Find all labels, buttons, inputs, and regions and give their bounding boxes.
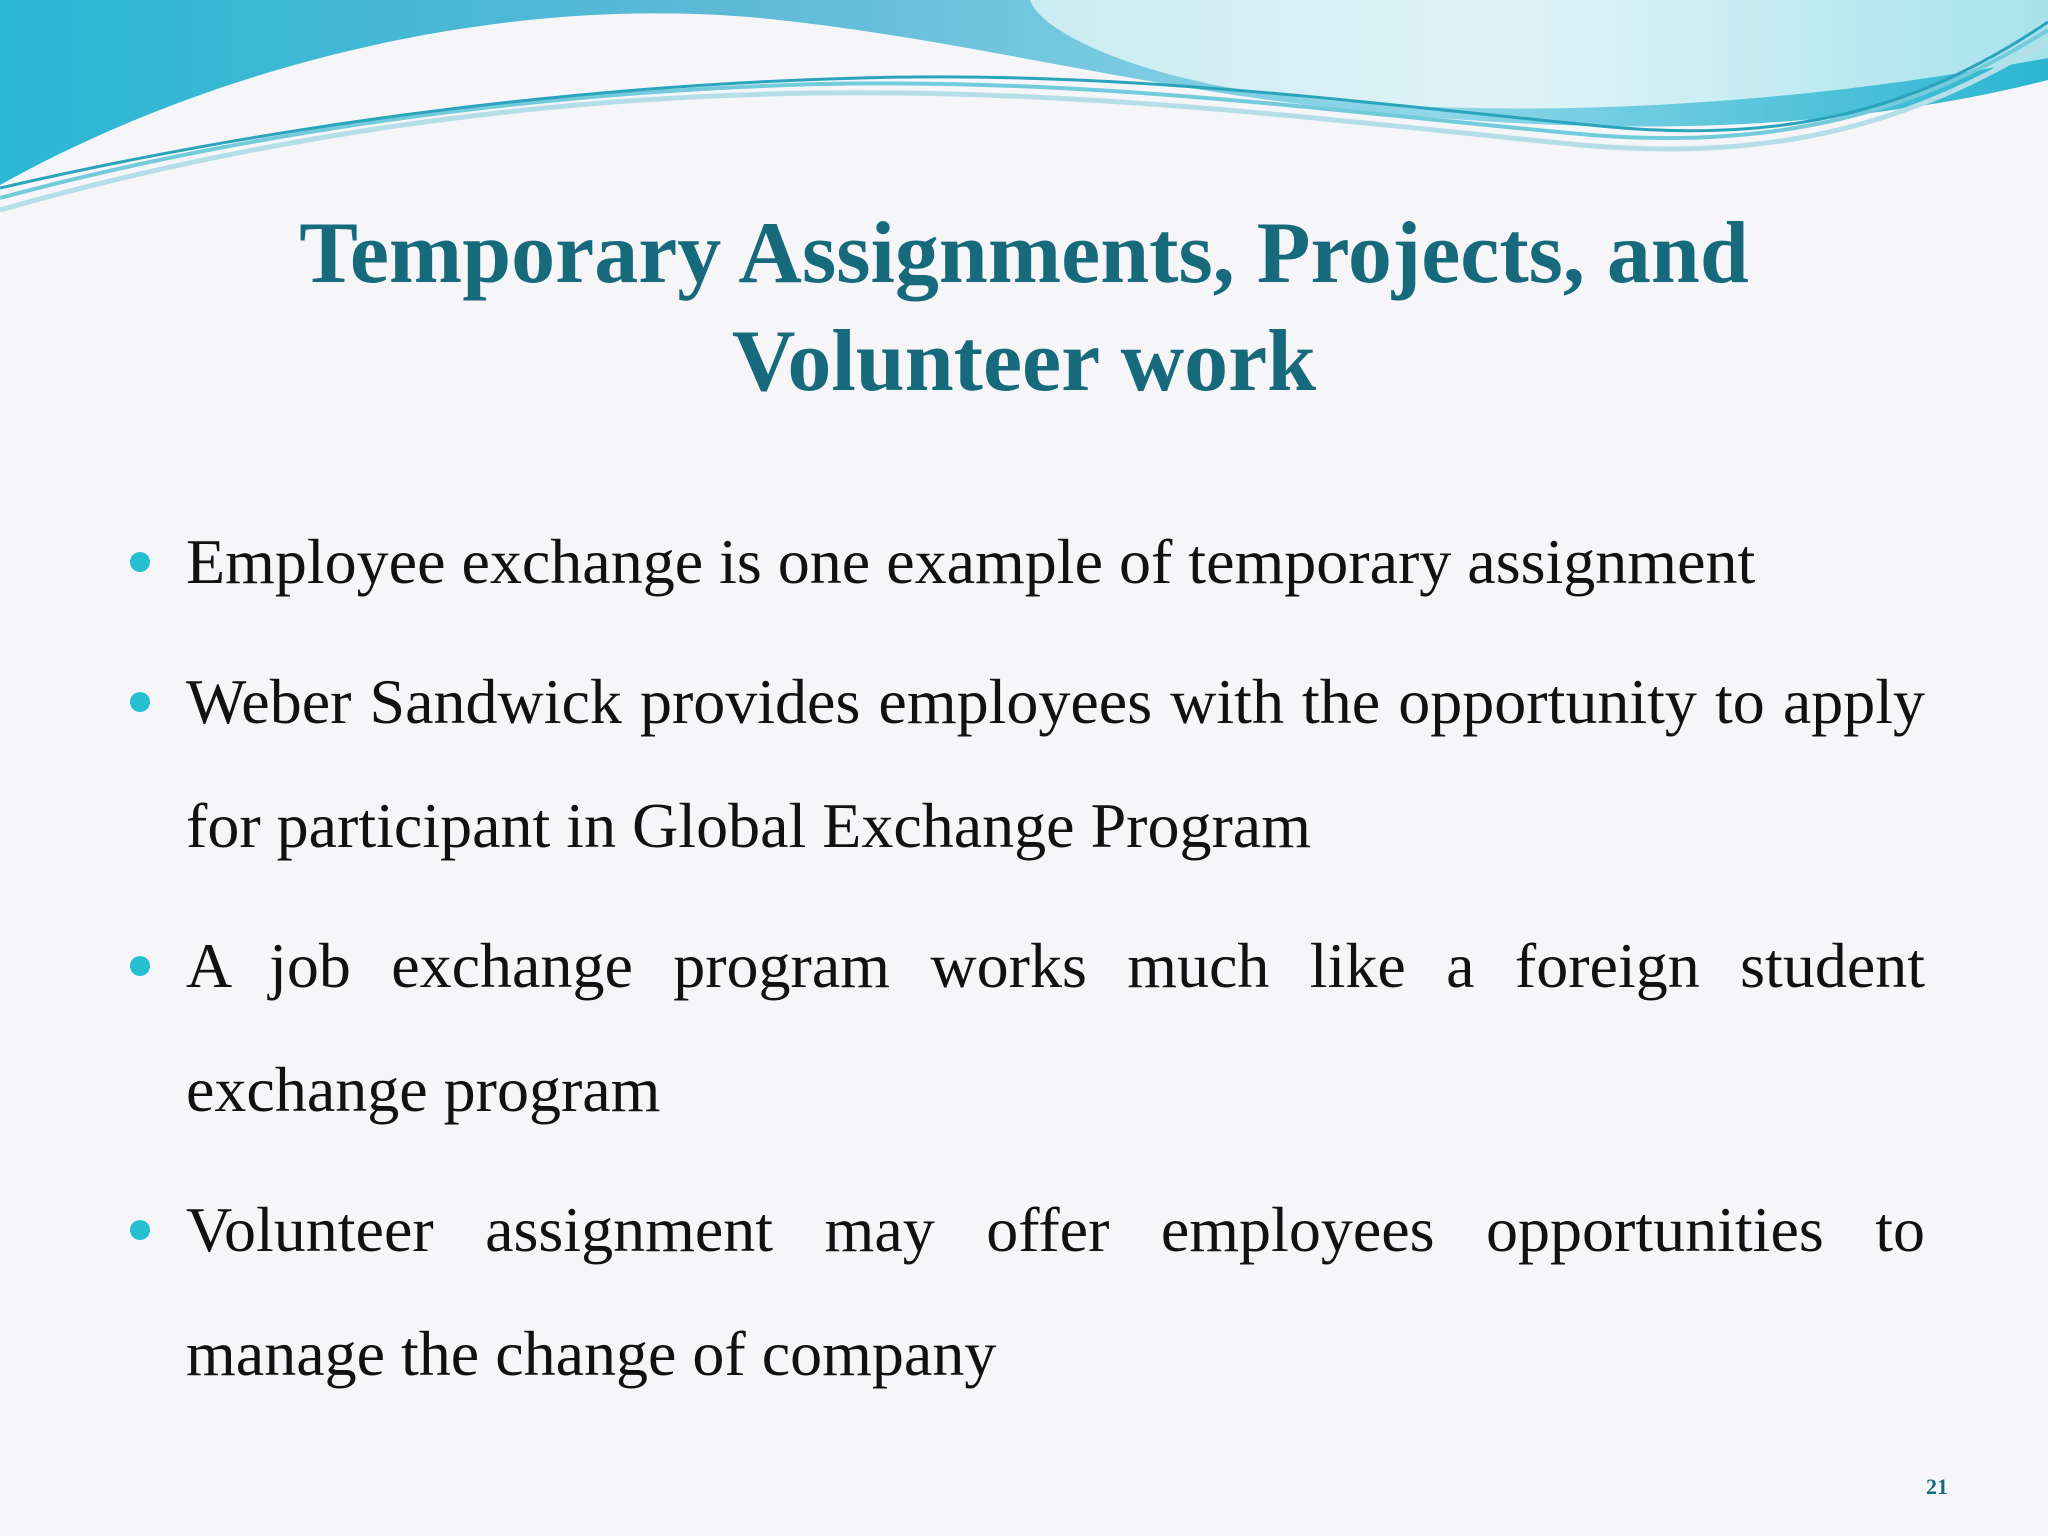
bullet-text: Volunteer assignment may offer employees opportunities to manage the change of company [186,1194,1925,1389]
bullet-item [130,640,1925,888]
bullet-item [130,500,1925,624]
bullet-list [130,500,1925,1432]
bullet-dot-icon [130,692,150,712]
bullet-item [130,904,1925,1152]
bullet-dot-icon [130,956,150,976]
bullet-item [130,1168,1925,1416]
bullet-text: Employee exchange is one example of temporary assignment [186,526,1756,597]
bullet-dot-icon [130,552,150,572]
slide-title: Temporary Assignments, Projects, and Volunteer work [299,205,1749,410]
page-number: 21 [1926,1474,1948,1499]
bullet-text: A job exchange program works much like a foreign student exchange program [186,930,1925,1125]
bullet-text: Weber Sandwick provides employees with the opportunity to apply for participant in Global Exchange Program [186,666,1925,861]
bullet-dot-icon [130,1220,150,1240]
